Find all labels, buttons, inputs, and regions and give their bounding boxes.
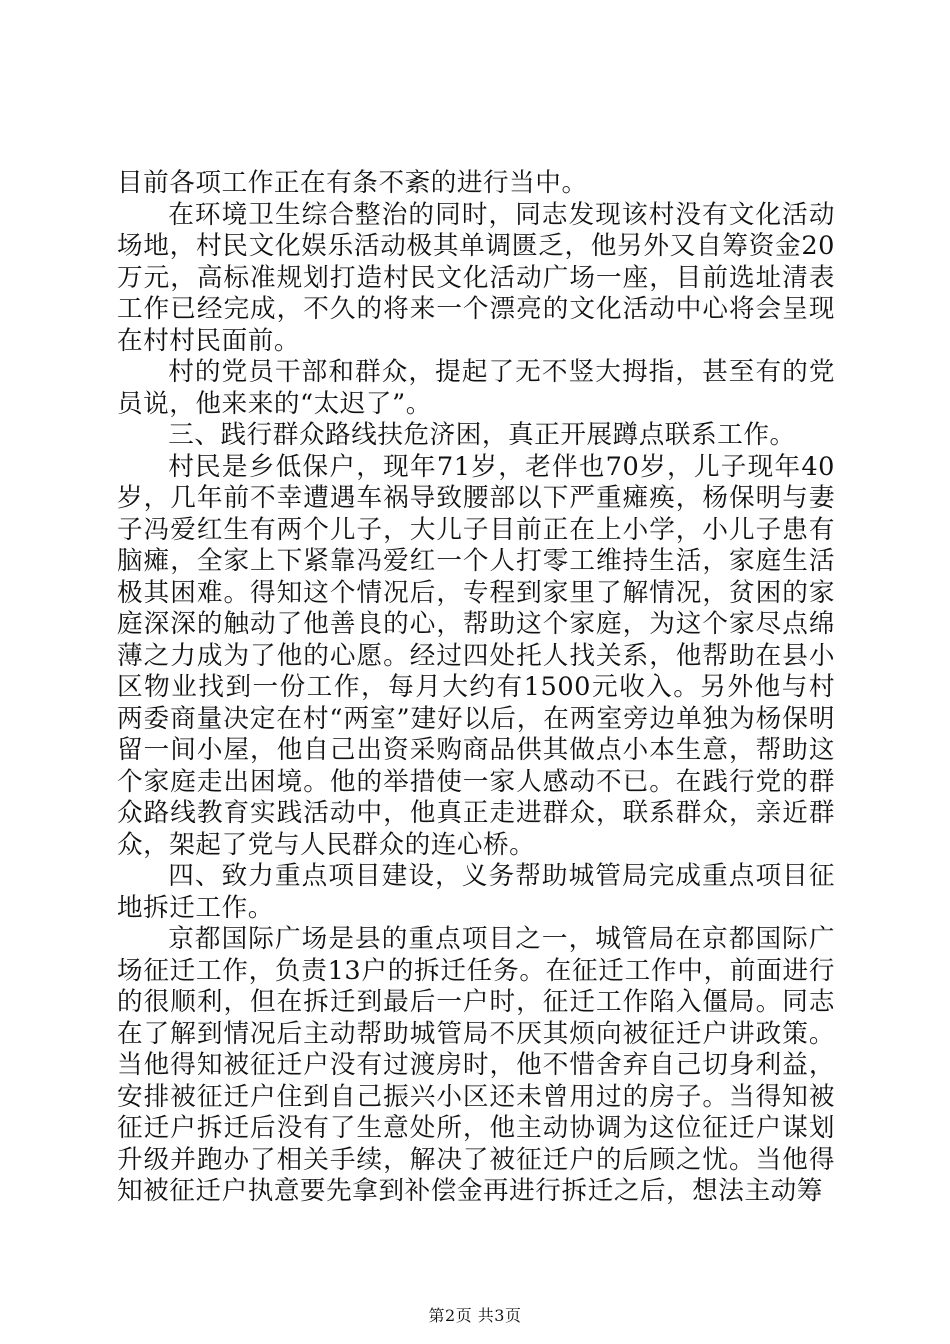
section-heading-3: 三、践行群众路线扶危济困，真正开展蹲点联系工作。 [168,420,796,450]
paragraph-1: 目前各项工作正在有条不紊的进行当中。 [117,168,588,198]
section-heading-4: 四、致力重点项目建设，义务帮助城管局完成重点项目征地拆迁工作。 [117,861,835,923]
page-footer [0,1306,950,1326]
paragraph-3: 村的党员干部和群众，提起了无不竖大拇指，甚至有的党员说，他来来的“太迟了”。 [117,357,835,419]
paragraph-5: 京都国际广场是县的重点项目之一，城管局在京都国际广场征迁工作，负责13户的拆迁任务。在征迁工作中，前面进行的很顺利，但在拆迁到最后一户时，征迁工作陷入僵局。同志在了解到情况后主动帮助城管局不厌其烦向被征迁户讲政策。当他得知被征迁户没有过渡房时，他不惜舍弃自己切身利益，安排被征迁户住到自己振兴小区还未曾用过的房子。当得知被征迁户拆迁后没有了生意处所，他主动协调为这位征迁户谋划升级并跑办了相关手续，解决了被征迁户的后顾之忧。当他得知被征迁户执意要先拿到补偿金再进行拆迁之后，想法主动筹 [117,924,835,1206]
paragraph-2: 在环境卫生综合整治的同时，同志发现该村没有文化活动场地，村民文化娱乐活动极其单调匮乏，他另外又自筹资金20万元，高标准规划打造村民文化活动广场一座，目前选址清表工作已经完成，不久的将来一个漂亮的文化活动中心将会呈现在村村民面前。 [117,199,835,356]
paragraph-4: 村民是乡低保户，现年71岁，老伴也70岁，儿子现年40岁，几年前不幸遭遇车祸导致腰部以下严重瘫痪，杨保明与妻子冯爱红生有两个儿子，大儿子目前正在上小学，小儿子患有脑瘫，全家上下紧靠冯爱红一个人打零工维持生活，家庭生活极其困难。得知这个情况后，专程到家里了解情况，贫困的家庭深深的触动了他善良的心，帮助这个家庭，为这个家尽点绵薄之力成为了他的心愿。经过四处托人找关系，他帮助在县小区物业找到一份工作，每月大约有1500元收入。另外他与村两委商量决定在村“两室”建好以后，在两室旁边单独为杨保明留一间小屋，他自己出资采购商品供其做点小本生意，帮助这个家庭走出困境。他的举措使一家人感动不已。在践行党的群众路线教育实践活动中，他真正走进群众，联系群众，亲近群众，架起了党与人民群众的连心桥。 [117,451,835,860]
document-body [117,168,835,1208]
page-number-label: 第2页 共3页 [428,1306,522,1325]
